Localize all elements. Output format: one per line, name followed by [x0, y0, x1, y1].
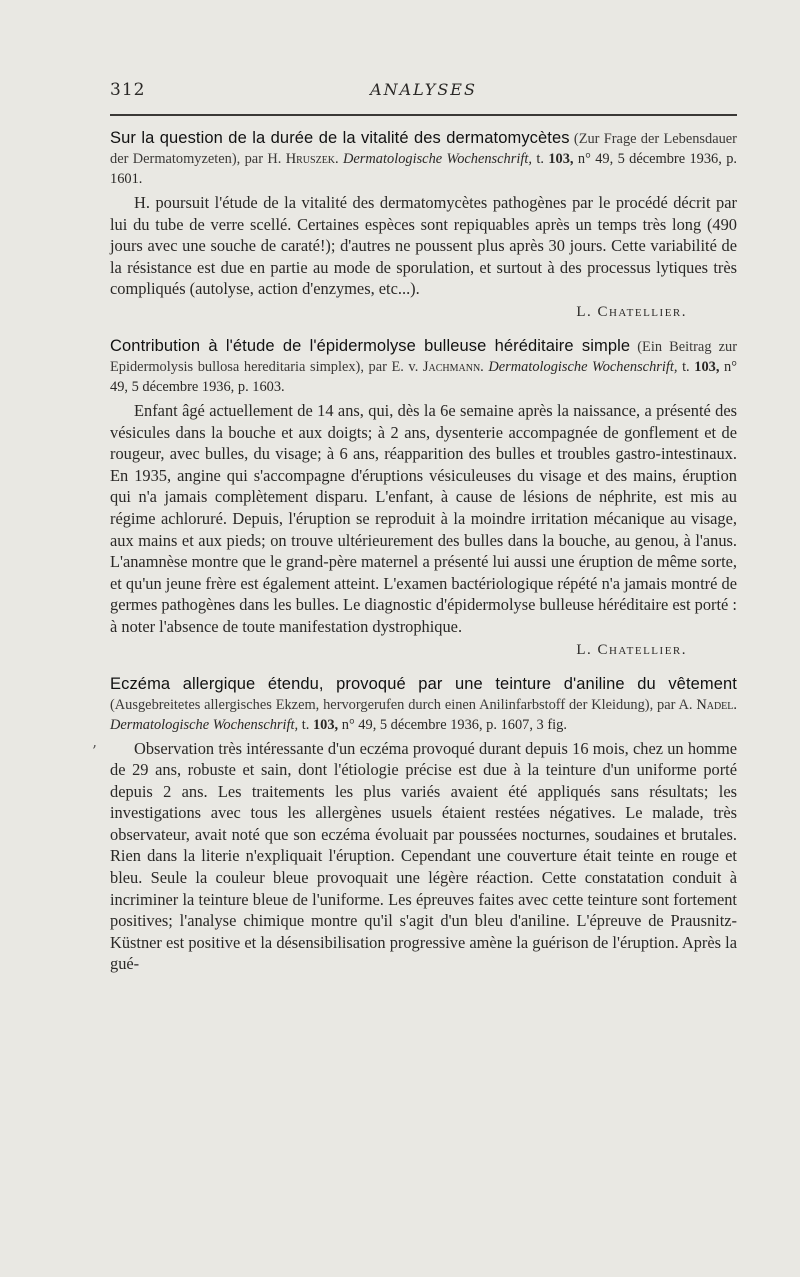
- article-signature: L. Chatellier.: [576, 303, 687, 320]
- article-volume: 103,: [312, 716, 339, 733]
- article-title: Contribution à l'étude de l'épidermolyse bulleuse héréditaire simple: [110, 336, 631, 355]
- article-heading: [110, 336, 737, 397]
- article-original-title: (Zur Frage der Lebensdauer der Dermatomyzeten), par H.: [110, 131, 737, 167]
- article-author: Hruszek.: [285, 151, 339, 167]
- article-paragraph: Enfant âgé actuellement de 14 ans, qui, dès la 6e semaine après la naissance, a présenté des vésicules dans la bouche et aux doigts; à 2 ans, dysenterie accompagnée de gonflement et de rougeur, avec bulles, du visage; à 6 ans, réapparition des bulles et troubles gastro-intestinaux. En 1935, angine qui s'accompagne d'éruptions vésiculeuses du visage et des mains, éruption qui n'a jamais complètement disparu. L'enfant, à cause de lésions de néphrite, est mis au régime achloruré. Depuis, l'éruption se reproduit à la moindre irritation mécanique au visage, aux mains et aux pieds; on trouve ultérieurement des bulles dans la bouche, au genou, à l'anus. L'anamnèse montre que le grand-père maternel a présenté lui aussi une éruption de même sorte, et qu'un jeune frère est également atteint. L'examen bactériologique répété n'a jamais montré de germes pathogènes dans les bulles. Le diagnostic d'épidermolyse bulleuse héréditaire est porté : à noter l'absence de toute manifestation dystrophique.: [110, 400, 737, 636]
- article-journal: Dermatologische Wochenschrift,: [343, 151, 532, 167]
- body-text: [110, 128, 737, 989]
- article-author: Nadel.: [696, 696, 737, 713]
- article-journal: Dermatologische Wochenschrift,: [488, 358, 678, 375]
- article: [110, 336, 737, 660]
- article-title: Eczéma allergique étendu, provoqué par une teinture d'aniline du vêtement: [110, 674, 737, 693]
- page-number: 312: [110, 80, 146, 100]
- article-issue: n° 49, 5 décembre 1936, p. 1601.: [110, 151, 738, 187]
- article-journal: Dermatologische Wochenschrift,: [110, 716, 299, 733]
- article-volume: 103,: [548, 151, 574, 167]
- article-issue: n° 49, 5 décembre 1936, p. 1603.: [110, 358, 737, 395]
- article-original-title: (Ein Beitrag zur Epidermolysis bullosa hereditaria simplex), par E. v.: [110, 338, 737, 375]
- article-title: Sur la question de la durée de la vitalité des dermatomycètes: [110, 129, 570, 147]
- article-paragraph: H. poursuit l'étude de la vitalité des dermatomycètes pathogènes par le procédé décrit par lui du tube de verre scellé. Certaines espèces sont repiquables après un temps très long (490 jours avec une souche de caraté!); d'autres ne poussent plus après 30 jours. Cette variabilité de la résistance est due en partie au mode de sporulation, et surtout à des processus lytiques très compliqués (autolyse, action d'enzymes, etc...).: [110, 193, 737, 299]
- article-vol-prefix: t.: [682, 358, 690, 375]
- article-paragraph: Observation très intéressante d'un eczéma provoqué durant depuis 16 mois, chez un homme de 29 ans, robuste et sain, dont l'étiologie précise est due à la teinture d'un uniforme porté depuis 2 ans. Les traitements les plus variés avaient été appliqués sans résultats; les investigations avec tous les allergènes usuels étaient restées négatives. Le malade, très observateur, avait noté que son eczéma évoluait par poussées nocturnes, soudaines et brutales. Rien dans la literie n'expliquait l'éruption. Cependant une couverture était teinte en rouge et bleu. Seule la couleur bleue provoquait une légère réaction. Cette constatation conduit à incriminer la teinture bleue de l'uniforme. Les épreuves faites avec cette teinture sont fortement positives; l'analyse chimique montre qu'il s'agit d'un bleu d'aniline. L'épreuve de Prausnitz-Küstner est positive et la désensibilisation progressive amène la guérison de l'éruption. Après la gué-: [110, 738, 737, 974]
- article: [110, 128, 737, 322]
- article-author: Jachmann.: [422, 358, 484, 375]
- page-header: [110, 80, 737, 106]
- article-volume: 103,: [694, 358, 720, 375]
- article-heading: [110, 128, 737, 189]
- header-rule: [110, 114, 737, 116]
- article-vol-prefix: t.: [536, 151, 544, 167]
- article-signature: L. Chatellier.: [576, 641, 687, 658]
- article: [110, 674, 737, 976]
- article-heading: [110, 674, 737, 735]
- article-original-title: (Ausgebreitetes allergisches Ekzem, hervorgerufen durch einen Anilinfarbstoff der Kleidung), par A.: [110, 696, 693, 713]
- running-title: ANALYSES: [370, 80, 477, 99]
- article-vol-prefix: t.: [301, 716, 310, 733]
- article-issue: n° 49, 5 décembre 1936, p. 1607, 3 fig.: [341, 716, 567, 733]
- margin-mark: ’: [92, 742, 97, 760]
